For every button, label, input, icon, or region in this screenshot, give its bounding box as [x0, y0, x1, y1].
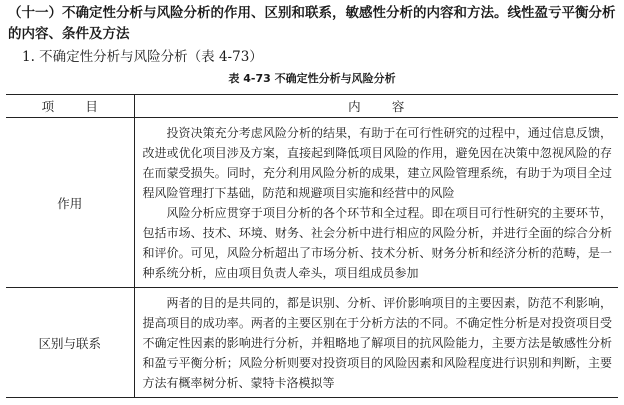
row-content: [134, 118, 618, 288]
column-header-item: 项目: [6, 95, 134, 118]
section-heading: （十一）不确定性分析与风险分析的作用、区别和联系，敏感性分析的内容和方法。线性盈亏平衡分析的内容、条件及方法: [8, 5, 616, 42]
column-header-content: 内容: [134, 95, 618, 118]
row-label: 作用: [6, 118, 134, 288]
analysis-table: [6, 94, 618, 398]
table-header-row: [6, 95, 618, 118]
table-row: [6, 118, 618, 288]
content-paragraph: 投资决策充分考虑风险分析的结果，有助于在可行性研究的过程中，通过信息反馈，改进或优化项目涉及方案，直接起到降低项目风险的作用，避免因在决策中忽视风险的存在而蒙受损失。同时，充分利用风险分析的成果，建立风险管理系统，有助于为项目全过程风险管理打下基础，防范和规避项目实施和经营中的风险: [142, 126, 612, 200]
subsection-heading: 1. 不确定性分析与风险分析（表 4-73）: [22, 49, 263, 65]
table-row: [6, 288, 618, 398]
row-label: 区别与联系: [6, 288, 134, 398]
table-caption: 表 4-73 不确定性分析与风险分析: [228, 72, 396, 85]
content-paragraph: 两者的目的是共同的，都是识别、分析、评价影响项目的主要因素，防范不利影响，提高项目的成功率。两者的主要区别在于分析方法的不同。不确定性分析是对投资项目受不确定性因素的影响进行分析，并粗略地了解项目的抗风险能力，主要方法是敏感性分析和盈亏平衡分析；风险分析则要对投资项目的风险因素和风险程度进行识别和判断，主要方法有概率树分析、蒙特卡洛模拟等: [142, 296, 612, 390]
row-content: [134, 288, 618, 398]
content-paragraph: 风险分析应贯穿于项目分析的各个环节和全过程。即在项目可行性研究的主要环节，包括市场、技术、环境、财务、社会分析中进行相应的风险分析，并进行全面的综合分析和评价。可见，风险分析超出了市场分析、技术分析、财务分析和经济分析的范畴，是一种系统分析，应由项目负责人牵头，项目组成员参加: [142, 206, 612, 280]
